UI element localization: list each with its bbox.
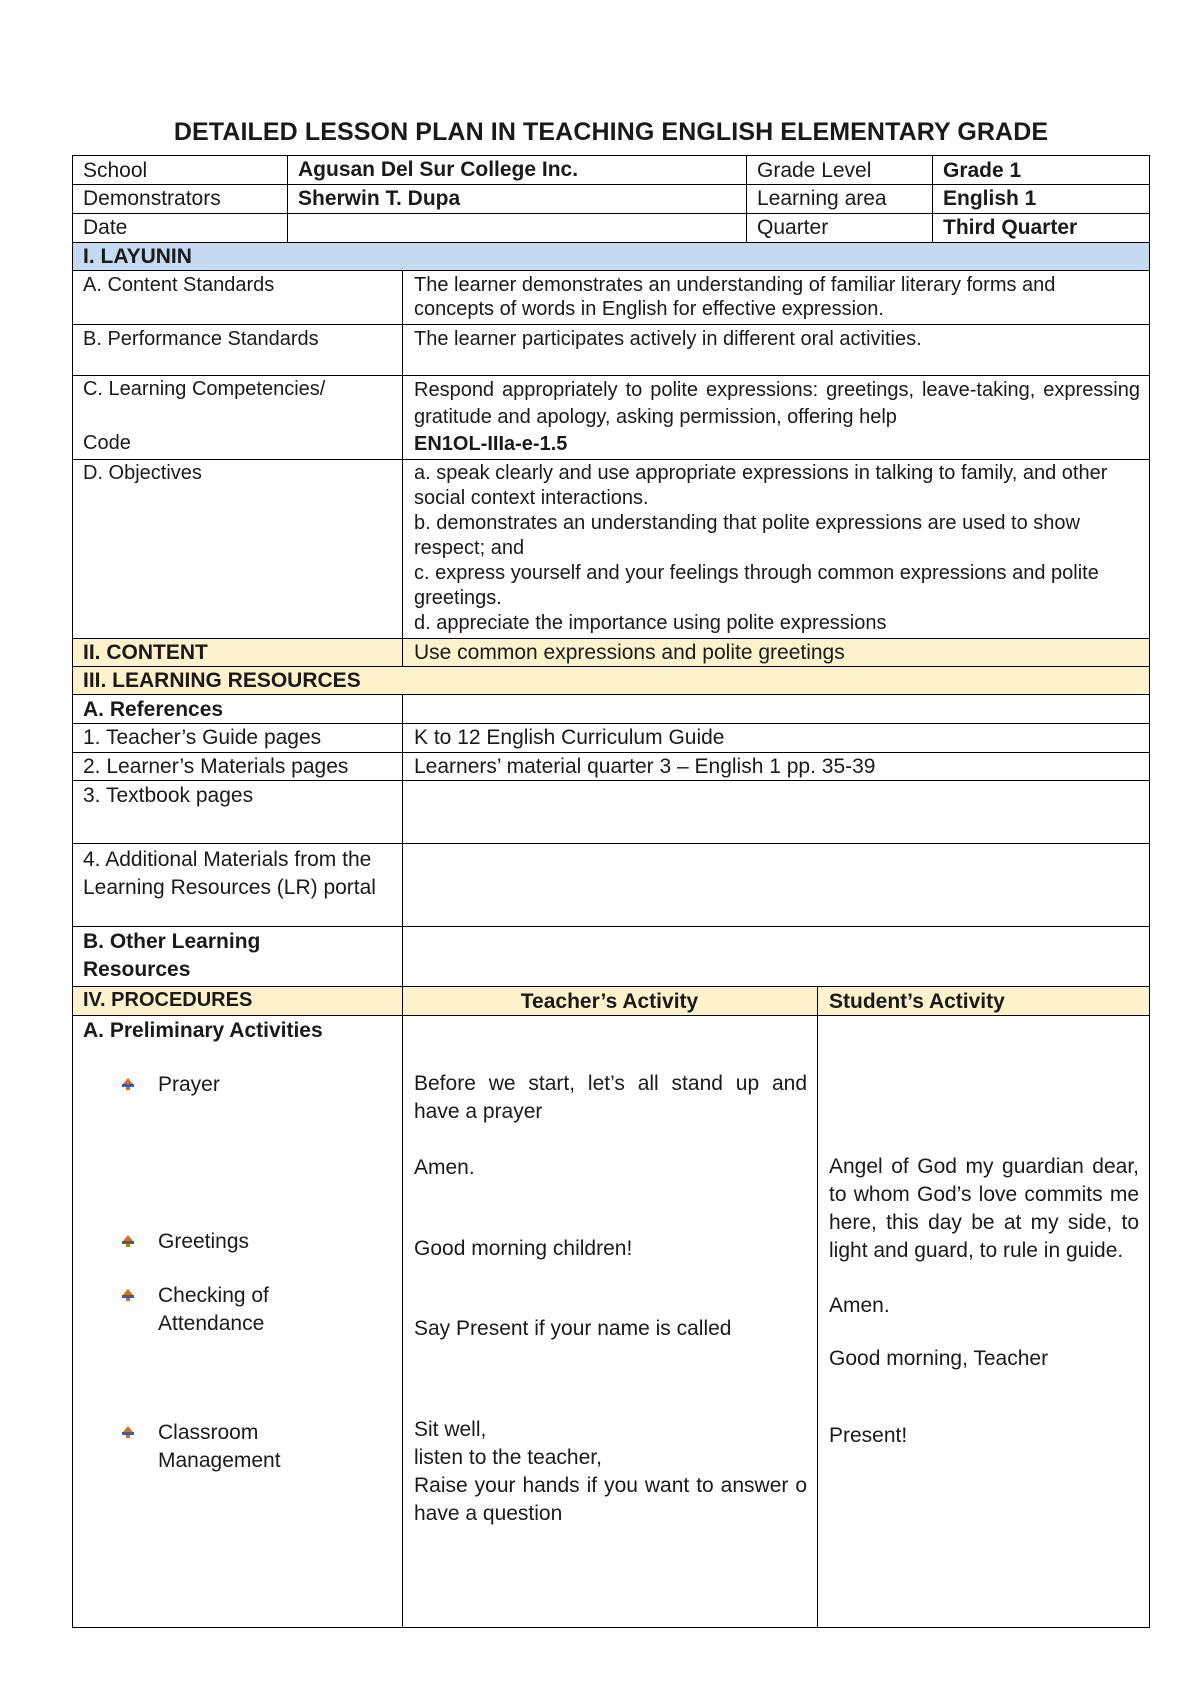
section-heading-layunin: I. LAYUNIN [83, 245, 192, 268]
objective-item: c. express yourself and your feelings through common expressions and polite greetings. [414, 562, 1099, 609]
bullet-checking-attendance: Checking of Attendance [158, 1284, 269, 1335]
table-border [72, 375, 1150, 376]
learning-area-value: English 1 [943, 187, 1037, 210]
learning-competencies-label: C. Learning Competencies/ [83, 378, 326, 400]
teacher-attendance-text: Say Present if your name is called [414, 1317, 732, 1340]
table-border [72, 242, 1150, 243]
student-present-text: Present! [829, 1424, 908, 1447]
school-value: Agusan Del Sur College Inc. [298, 158, 579, 181]
demonstrators-value: Sherwin T. Dupa [298, 187, 461, 210]
table-border [72, 459, 1150, 460]
teachers-guide-label: 1. Teacher’s Guide pages [83, 726, 322, 749]
quarter-label: Quarter [757, 216, 829, 239]
table-border [72, 155, 1150, 156]
section-1-band [73, 243, 1149, 270]
learners-materials-label: 2. Learner’s Materials pages [83, 755, 349, 778]
teacher-activity-header: Teacher’s Activity [520, 990, 699, 1013]
table-border [932, 155, 933, 243]
objectives-list [414, 461, 1142, 636]
table-border [402, 270, 403, 667]
table-border [817, 986, 818, 1628]
content-standards-label: A. Content Standards [83, 274, 275, 296]
teacher-greeting-text: Good morning children! [414, 1237, 633, 1260]
table-border [72, 270, 1150, 271]
student-prayer-text: Angel of God my guardian dear, to whom God’s love commits me here, this day be at my side, to light and guard, to rule in guide. [829, 1155, 1139, 1262]
learning-area-label: Learning area [757, 187, 887, 210]
learners-materials-value: Learners’ material quarter 3 – English 1 pp. 35-39 [414, 755, 876, 778]
objective-item: a. speak clearly and use appropriate expressions in talking to family, and other social context interactions. [414, 462, 1108, 509]
table-border [746, 155, 747, 243]
grade-level-label: Grade Level [757, 159, 872, 182]
table-border [72, 1015, 1150, 1016]
table-border [402, 694, 403, 1628]
student-greeting-text: Good morning, Teacher [829, 1347, 1049, 1370]
arrow-bullet-icon [121, 1234, 135, 1248]
section-heading-procedures: IV. PROCEDURES [83, 989, 253, 1011]
school-label: School [83, 159, 148, 182]
date-label: Date [83, 216, 128, 239]
learning-competencies-text: Respond appropriately to polite expressions: greetings, leave-taking, expressing gratitude and apology, asking permission, offering help [414, 379, 1140, 428]
document-title: DETAILED LESSON PLAN IN TEACHING ENGLISH ELEMENTARY GRADE [173, 118, 1049, 146]
performance-standards-label: B. Performance Standards [83, 328, 319, 350]
other-learning-resources-label: B. Other Learning Resources [83, 930, 261, 981]
teacher-management-text: Sit well, listen to the teacher, Raise your hands if you want to answer o have a question [414, 1418, 807, 1525]
code-label: Code [83, 432, 131, 454]
preliminary-activities-label: A. Preliminary Activities [83, 1019, 323, 1042]
student-activity-header: Student’s Activity [829, 990, 1005, 1013]
quarter-value: Third Quarter [943, 216, 1078, 239]
arrow-bullet-icon [121, 1425, 135, 1439]
teacher-amen-text: Amen. [414, 1156, 475, 1179]
content-standards-text: The learner demonstrates an understanding of familiar literary forms and concepts of words in English for effective expression. [414, 274, 1056, 320]
additional-materials-label: 4. Additional Materials from the Learning Resources (LR) portal [83, 848, 376, 899]
demonstrators-label: Demonstrators [83, 187, 221, 210]
textbook-pages-label: 3. Textbook pages [83, 784, 254, 807]
section-heading-learning-resources: III. LEARNING RESOURCES [83, 669, 361, 692]
grade-level-value: Grade 1 [943, 159, 1022, 182]
table-border [72, 324, 1150, 325]
performance-standards-text: The learner participates actively in different oral activities. [414, 328, 922, 350]
objective-item: b. demonstrates an understanding that polite expressions are used to show respect; and [414, 512, 1080, 559]
teacher-prayer-text: Before we start, let’s all stand up and have a prayer [414, 1072, 807, 1123]
table-border [72, 926, 1150, 927]
table-border [72, 694, 1150, 695]
objective-item: d. appreciate the importance using polite expressions [414, 612, 887, 634]
table-border [1149, 155, 1150, 1628]
table-border [72, 843, 1150, 844]
table-border [72, 780, 1150, 781]
arrow-bullet-icon [121, 1288, 135, 1302]
teachers-guide-value: K to 12 English Curriculum Guide [414, 726, 725, 749]
table-border [287, 155, 288, 243]
table-border [72, 1627, 1150, 1628]
arrow-bullet-icon [121, 1077, 135, 1091]
student-amen-text: Amen. [829, 1294, 890, 1317]
competency-code: EN1OL-IIIa-e-1.5 [414, 433, 568, 455]
bullet-prayer: Prayer [158, 1073, 220, 1096]
bullet-classroom-management: Classroom Management [158, 1421, 281, 1472]
bullet-greetings: Greetings [158, 1230, 250, 1253]
objectives-label: D. Objectives [83, 462, 202, 484]
section-heading-content: II. CONTENT [83, 641, 208, 664]
references-label: A. References [83, 698, 224, 721]
content-value: Use common expressions and polite greetings [414, 641, 845, 664]
